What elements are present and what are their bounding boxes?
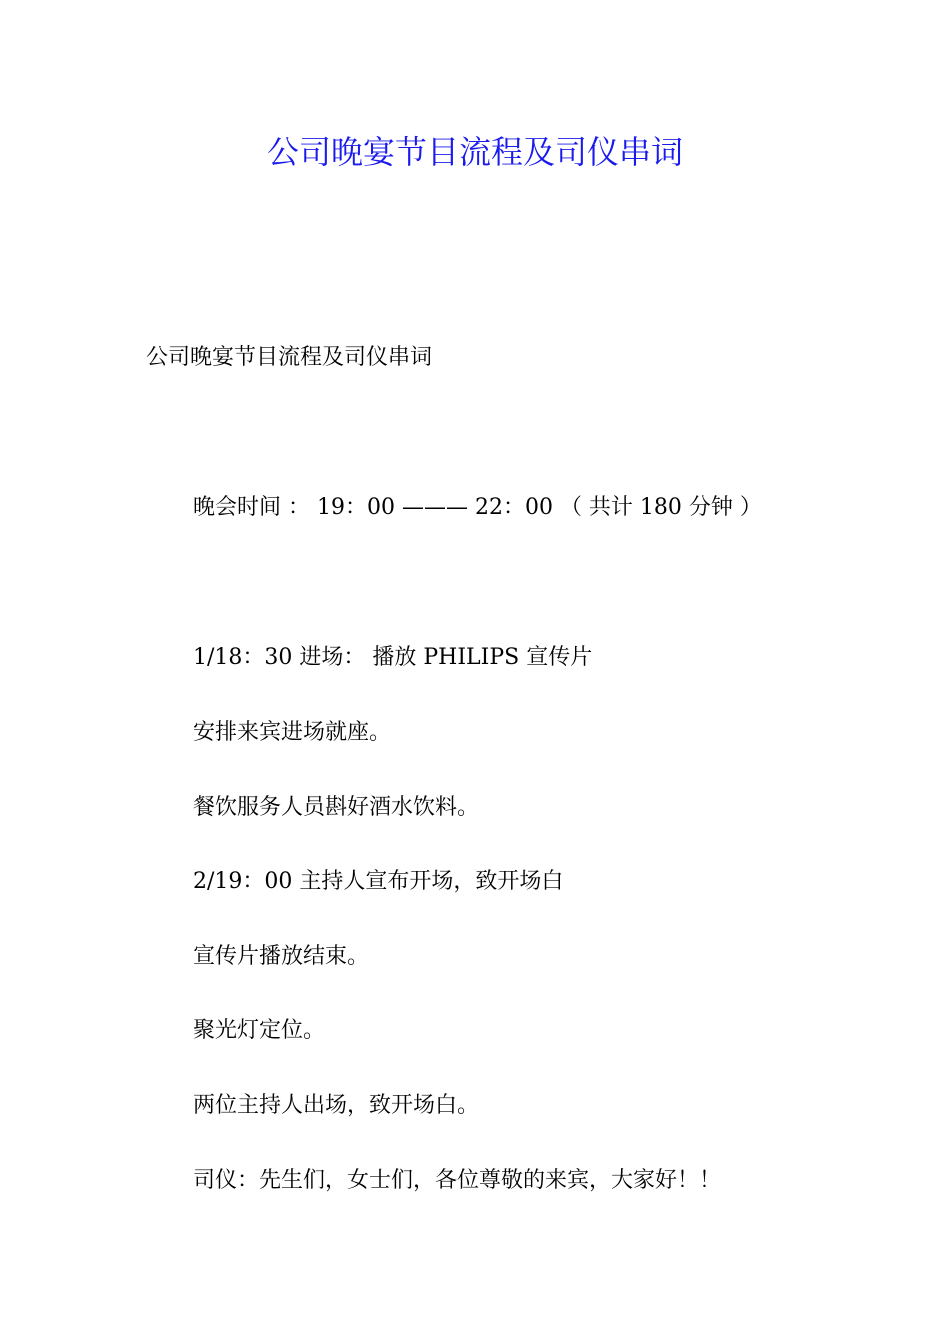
document-title: 公司晚宴节目流程及司仪串词 — [266, 133, 683, 171]
paragraph-opening-1900: 2/19：00 主持人宣布开场，致开场白 — [193, 869, 564, 894]
paragraph-hosts-enter: 两位主持人出场，致开场白。 — [193, 1093, 480, 1118]
paragraph-entry-1830: 1/18：30 进场： 播放 PHILIPS 宣传片 — [193, 645, 593, 670]
event-time-line: 晚会时间 ： 19：00 ——— 22：00 （ 共计 180 分钟 ） — [193, 495, 762, 520]
document-subtitle: 公司晚宴节目流程及司仪串词 — [146, 345, 433, 370]
paragraph-guest-seating: 安排来宾进场就座。 — [193, 720, 392, 745]
paragraph-video-end: 宣传片播放结束。 — [193, 944, 370, 969]
paragraph-drinks-service: 餐饮服务人员斟好酒水饮料。 — [193, 795, 480, 820]
paragraph-host-greeting: 司仪：先生们，女士们，各位尊敬的来宾，大家好！！ — [193, 1168, 722, 1193]
paragraph-spotlight: 聚光灯定位。 — [193, 1018, 326, 1043]
